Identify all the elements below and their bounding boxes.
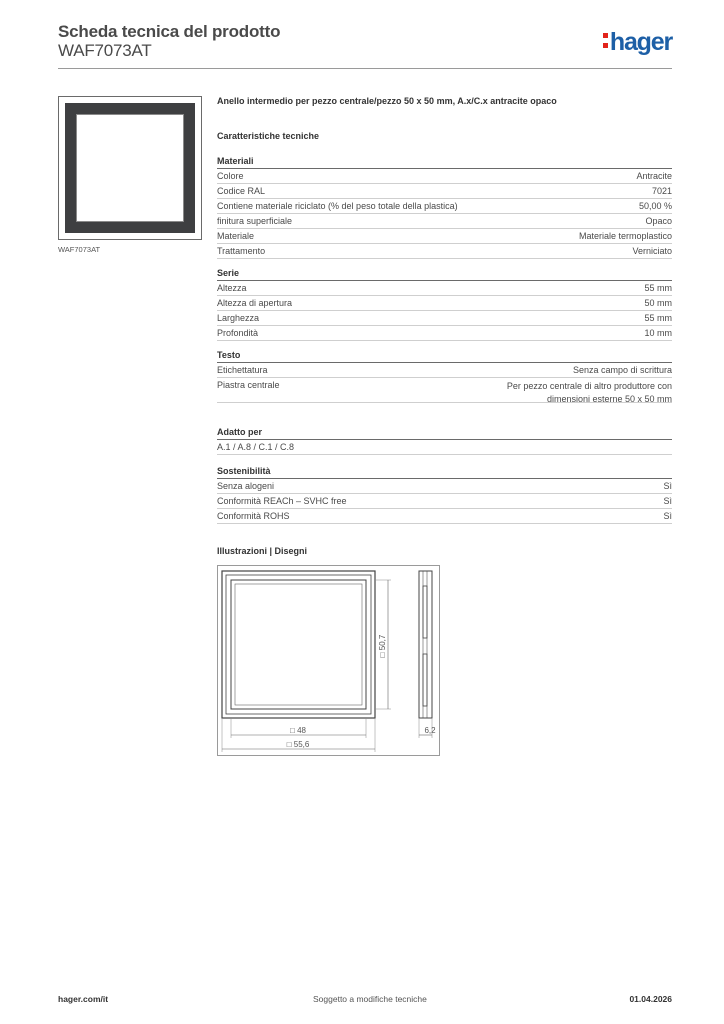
- document-title: Scheda tecnica del prodotto: [58, 22, 281, 41]
- section-title-sostenibilita: Sostenibilità: [217, 466, 271, 476]
- spec-row: Conformità ROHS Sì: [217, 509, 672, 524]
- technical-drawing-svg: [218, 566, 441, 757]
- product-image: [58, 96, 202, 240]
- dim-outer-label: □ 55,6: [286, 740, 310, 749]
- footer: [58, 994, 672, 1010]
- section-title-testo: Testo: [217, 350, 241, 360]
- product-code: WAF7073AT: [58, 41, 152, 60]
- spec-row: Colore Antracite: [217, 169, 672, 184]
- product-image-caption: WAF7073AT: [58, 245, 101, 254]
- product-description: Anello intermedio per pezzo centrale/pezzo 50 x 50 mm, A.x/C.x antracite opaco: [217, 96, 557, 106]
- spec-row: Altezza 55 mm: [217, 281, 672, 296]
- section-title-serie: Serie: [217, 268, 240, 278]
- dim-inner-label: □ 48: [290, 726, 306, 735]
- footer-date: 01.04.2026: [629, 994, 672, 1004]
- spec-row: Materiale Materiale termoplastico: [217, 229, 672, 244]
- spec-row: Etichettatura Senza campo di scrittura: [217, 363, 672, 378]
- dim-depth-label: 6,2: [424, 726, 436, 735]
- spec-row: Altezza di apertura 50 mm: [217, 296, 672, 311]
- logo-dots-icon: [603, 33, 608, 49]
- footer-note: Soggetto a modifiche tecniche: [313, 994, 427, 1004]
- spec-row: Senza alogeni Sì: [217, 479, 672, 494]
- logo-text: hager: [609, 28, 672, 56]
- section-title-adatto: Adatto per: [217, 427, 262, 437]
- tech-title: Caratteristiche tecniche: [217, 131, 320, 141]
- spec-row: Contiene materiale riciclato (% del peso totale della plastica) 50,00 %: [217, 199, 672, 214]
- spec-row: Conformità REACh – SVHC free Sì: [217, 494, 672, 509]
- footer-website-link[interactable]: hager.com/it: [58, 994, 109, 1004]
- spec-row: Codice RAL 7021: [217, 184, 672, 199]
- spec-row: Larghezza 55 mm: [217, 311, 672, 326]
- section-title-materiali: Materiali: [217, 156, 254, 166]
- spec-row: finitura superficiale Opaco: [217, 214, 672, 229]
- header-divider: [58, 68, 672, 69]
- spec-row: A.1 / A.8 / C.1 / C.8: [217, 440, 672, 455]
- header: [58, 20, 672, 70]
- technical-drawing: [217, 565, 440, 756]
- spec-row: Trattamento Verniciato: [217, 244, 672, 259]
- dim-height-label: □ 50,7: [378, 634, 387, 658]
- frame-image: [65, 103, 195, 233]
- spec-row: Piastra centrale Per pezzo centrale di altro produttore con dimensioni esterne 50 x 50 mm: [217, 380, 672, 404]
- section-title-illustrazioni: Illustrazioni | Disegni: [217, 546, 308, 556]
- brand-logo: [603, 28, 672, 57]
- spec-row: Profondità 10 mm: [217, 326, 672, 341]
